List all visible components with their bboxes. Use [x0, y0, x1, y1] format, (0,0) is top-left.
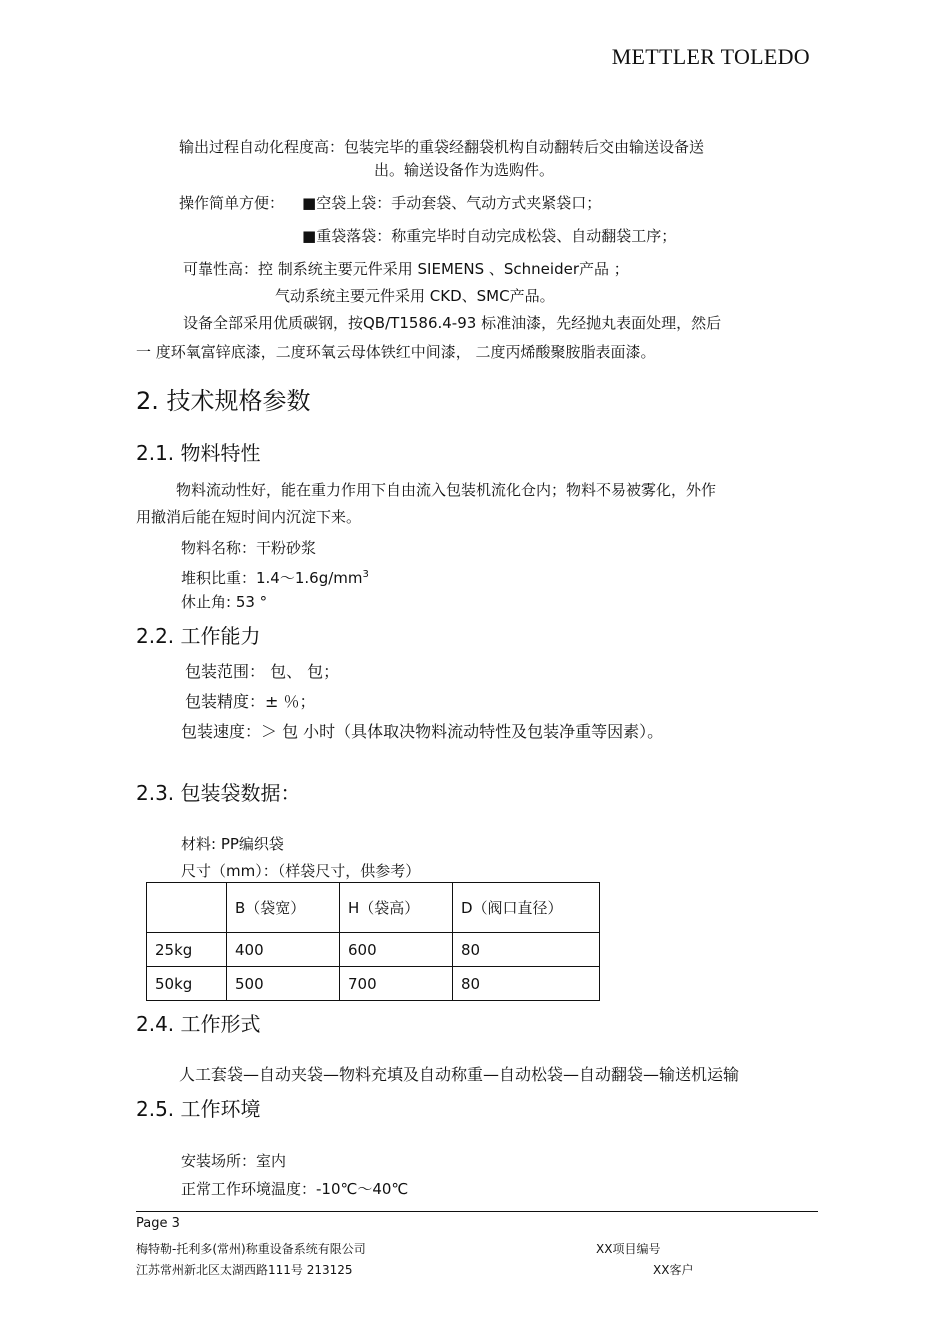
section-2-heading: 2. 技术规格参数 [136, 387, 311, 415]
automation-line-1: 输出过程自动化程度高：包装完毕的重袋经翻袋机构自动翻转后交由输送设备送 [179, 138, 705, 156]
bulk-density: 堆积比重：$1.4\sim 1.6g/mm^3$ [181, 569, 369, 587]
packing-range: 包装范围： 包、 包； [185, 662, 340, 681]
table-header-cell: H（袋高） [340, 883, 453, 933]
material-desc-line-1: 物料流动性好，能在重力作用下自由流入包装机流化仓内；物料不易被雾化，外作 [176, 481, 717, 499]
footer-customer: XX客户 [653, 1263, 694, 1277]
table-header-cell [147, 883, 227, 933]
bag-data-table [146, 882, 600, 1001]
square-bullet-icon: ■ [302, 227, 317, 245]
table-cell: 50kg [147, 967, 227, 1001]
footer-divider [136, 1211, 818, 1212]
section-2-2-heading: 2.2. 工作能力 [136, 624, 261, 648]
section-2-1-heading: 2.1. 物料特性 [136, 441, 261, 465]
packing-accuracy: 包装精度：± ％； [185, 692, 316, 711]
table-header-row [147, 883, 600, 933]
operation-item-1: ■空袋上袋：手动套袋、气动方式夹紧袋口； [302, 194, 602, 212]
table-cell: 500 [227, 967, 340, 1001]
material-name: 物料名称：干粉砂浆 [181, 539, 317, 557]
install-site: 安装场所：室内 [181, 1152, 287, 1170]
automation-line-2: 出。输送设备作为选购件。 [374, 161, 555, 179]
table-row [147, 933, 600, 967]
square-bullet-icon: ■ [302, 194, 317, 212]
footer-company: 梅特勒-托利多(常州)称重设备系统有限公司 [136, 1242, 366, 1256]
bag-size-note: 尺寸（mm）：（样袋尺寸，供参考） [181, 862, 421, 880]
work-flow: 人工套袋—自动夹袋—物料充填及自动称重—自动松袋—自动翻袋—输送机运输 [179, 1065, 740, 1084]
table-header-cell: D（阀口直径） [453, 883, 600, 933]
material-desc-line-2: 用撤消后能在短时间内沉淀下来。 [136, 508, 362, 526]
table-cell: 80 [453, 933, 600, 967]
section-2-4-heading: 2.4. 工作形式 [136, 1012, 261, 1036]
reliability-line-1: 可靠性高：控 制系统主要元件采用 SIEMENS 、Schneider产品 ； [183, 260, 629, 278]
section-2-5-heading: 2.5. 工作环境 [136, 1097, 261, 1121]
page-number: Page 3 [136, 1216, 180, 1231]
footer-address: 江苏常州新北区太湖西路111号 213125 [136, 1263, 353, 1277]
reliability-line-2: 气动系统主要元件采用 CKD、SMC产品。 [275, 287, 555, 305]
table-cell: 700 [340, 967, 453, 1001]
table-cell: 25kg [147, 933, 227, 967]
table-cell: 80 [453, 967, 600, 1001]
section-2-3-heading: 2.3. 包装袋数据： [136, 781, 301, 805]
operation-item-2: ■重袋落袋：称重完毕时自动完成松袋、自动翻袋工序； [302, 227, 677, 245]
operation-label: 操作简单方便： [179, 194, 285, 212]
packing-speed: 包装速度：＞ 包 小时（具体取决物料流动特性及包装净重等因素）。 [181, 722, 664, 741]
bag-material: 材料: PP编织袋 [181, 835, 284, 853]
table-cell: 600 [340, 933, 453, 967]
brand-logo-text: METTLER TOLEDO [611, 44, 810, 69]
paint-line-2: 一 度环氧富锌底漆，二度环氧云母体铁红中间漆， 二度丙烯酸聚胺脂表面漆。 [136, 343, 656, 361]
table-row [147, 967, 600, 1001]
footer-project-number: XX项目编号 [596, 1242, 661, 1256]
table-cell: 400 [227, 933, 340, 967]
angle-of-repose: 休止角: 53 ° [181, 593, 268, 611]
table-header-cell: B（袋宽） [227, 883, 340, 933]
paint-line-1: 设备全部采用优质碳钢，按QB/T1586.4-93 标准油漆，先经抛丸表面处理，然后 [183, 314, 722, 332]
ambient-temperature: 正常工作环境温度：-10℃～40℃ [181, 1180, 409, 1198]
